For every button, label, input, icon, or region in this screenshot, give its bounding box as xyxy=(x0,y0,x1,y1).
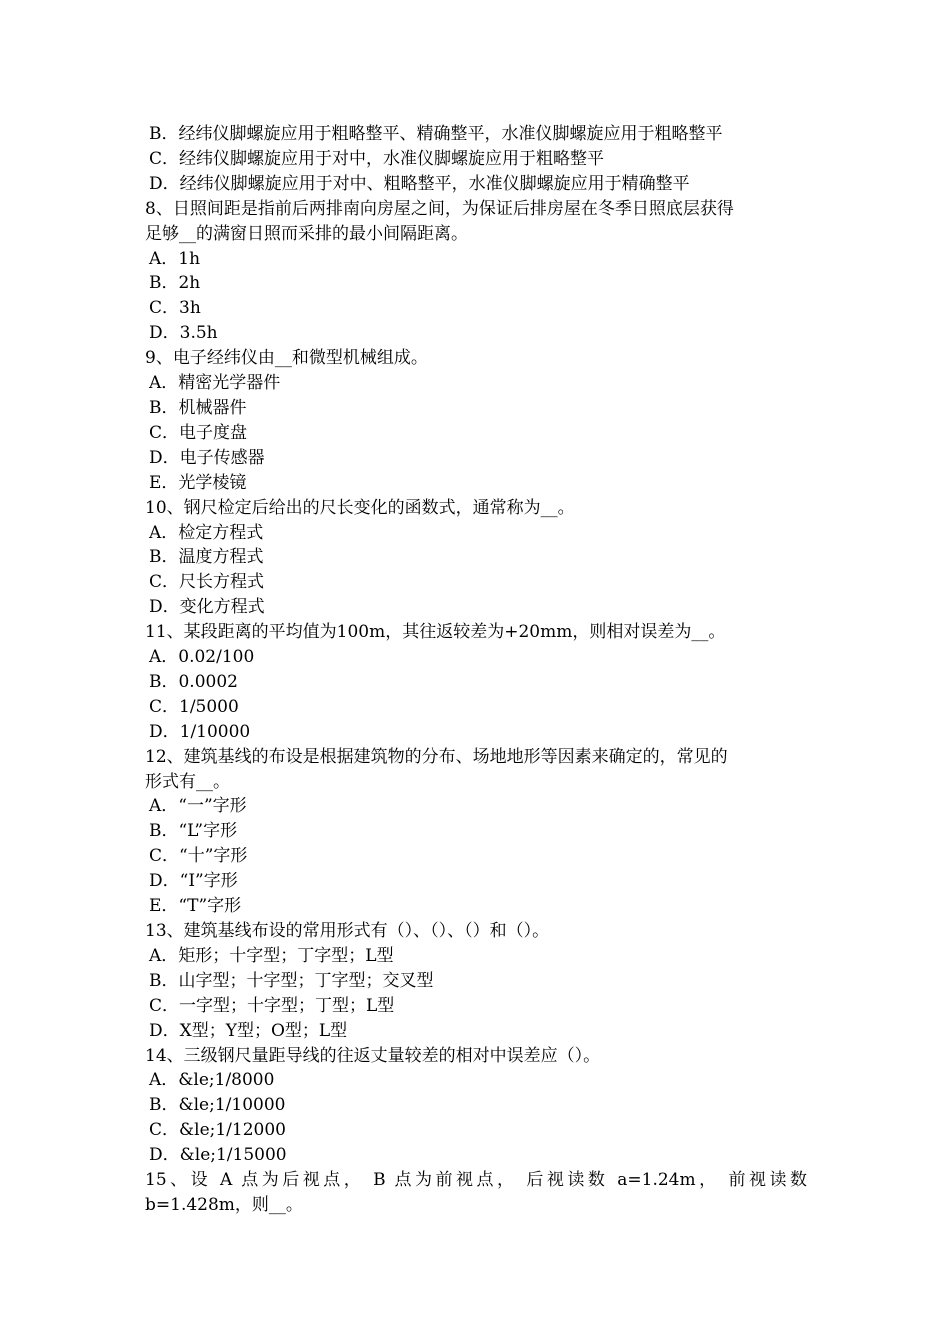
question-text: 9、电子经纬仪由__和微型机械组成。 xyxy=(145,348,428,369)
answer-option: D．&le;1/15000 xyxy=(149,1145,287,1166)
answer-option: A．“一”字形 xyxy=(149,796,247,817)
answer-option: B．“L”字形 xyxy=(149,821,238,842)
answer-option: D．X型；Y型；O型；L型 xyxy=(149,1020,348,1041)
answer-option: B．温度方程式 xyxy=(149,547,264,568)
answer-option: B．&le;1/10000 xyxy=(149,1095,286,1116)
answer-option: D．变化方程式 xyxy=(149,597,265,618)
question-text: 13、建筑基线布设的常用形式有（）、（）、（）和（）。 xyxy=(145,921,550,941)
question-text: 15、设 A 点为后视点， B 点为前视点， 后视读数 a=1.24m， 前视读数 xyxy=(145,1170,807,1191)
answer-option: C．3h xyxy=(149,298,201,319)
answer-option: A．&le;1/8000 xyxy=(149,1070,275,1091)
question-text: 足够__的满窗日照而采排的最小间隔距离。 xyxy=(145,223,468,244)
answer-option: B．2h xyxy=(149,273,201,294)
question-text: 14、三级钢尺量距导线的往返丈量较差的相对中误差应（）。 xyxy=(145,1045,601,1066)
document-page xyxy=(145,122,807,1218)
answer-option: C．一字型；十字型；丁型；L型 xyxy=(149,995,395,1016)
answer-option: A．检定方程式 xyxy=(149,522,264,543)
answer-option: E．光学棱镜 xyxy=(149,472,247,493)
answer-option: D．“I”字形 xyxy=(149,871,238,892)
answer-option: C．“十”字形 xyxy=(149,846,248,867)
answer-option: A．0.02/100 xyxy=(149,647,255,668)
answer-option: B．机械器件 xyxy=(149,397,247,418)
answer-option: C．经纬仪脚螺旋应用于对中，水准仪脚螺旋应用于粗略整平 xyxy=(149,148,605,169)
answer-option: C．&le;1/12000 xyxy=(149,1120,286,1141)
answer-option: E．“T”字形 xyxy=(149,896,242,917)
answer-option: C．1/5000 xyxy=(149,696,239,717)
answer-option: C．电子度盘 xyxy=(149,422,248,443)
answer-option: A．精密光学器件 xyxy=(149,373,281,394)
answer-option: B．经纬仪脚螺旋应用于粗略整平、精确整平，水准仪脚螺旋应用于粗略整平 xyxy=(149,124,723,144)
answer-option: D．1/10000 xyxy=(149,721,251,742)
answer-option: A．1h xyxy=(149,248,201,269)
answer-option: C．尺长方程式 xyxy=(149,572,265,593)
answer-option: B．山字型；十字型；丁字型；交叉型 xyxy=(149,970,434,991)
question-text: 8、日照间距是指前后两排南向房屋之间，为保证后排房屋在冬季日照底层获得 xyxy=(145,198,734,219)
question-text: 形式有__。 xyxy=(145,771,230,792)
answer-option: D．3.5h xyxy=(149,323,218,344)
answer-option: D．电子传感器 xyxy=(149,447,265,468)
answer-option: A．矩形；十字型；丁字型；L型 xyxy=(149,945,394,966)
question-text: 11、某段距离的平均值为100m，其往返较差为+20mm，则相对误差为__。 xyxy=(145,622,726,643)
answer-option: B．0.0002 xyxy=(149,671,238,692)
question-text: b=1.428m，则__。 xyxy=(145,1194,303,1215)
question-text: 10、钢尺检定后给出的尺长变化的函数式，通常称为__。 xyxy=(145,497,575,518)
question-text: 12、建筑基线的布设是根据建筑物的分布、场地地形等因素来确定的，常见的 xyxy=(145,746,728,767)
answer-option: D．经纬仪脚螺旋应用于对中、粗略整平，水准仪脚螺旋应用于精确整平 xyxy=(149,173,690,194)
